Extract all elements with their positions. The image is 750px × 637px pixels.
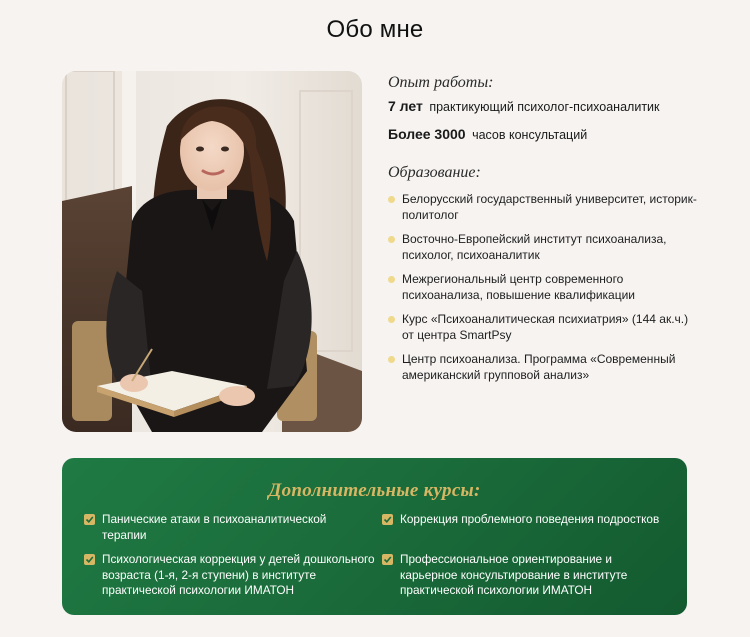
education-item (388, 232, 702, 263)
profile-photo (62, 71, 362, 432)
checkbox-checked-icon (382, 554, 393, 565)
checkbox-checked-icon (84, 554, 95, 565)
experience-stat-value: 7 лет (388, 98, 423, 114)
experience-stat-years (388, 98, 708, 114)
bullet-dot-icon (388, 356, 395, 363)
education-item-text: Белорусский государственный университет, историк-политолог (402, 192, 697, 222)
education-item-text: Курс «Психоаналитическая психиатрия» (144 ак.ч.) от центра SmartPsy (402, 312, 689, 342)
courses-heading: Дополнительные курсы: (268, 480, 481, 501)
course-item (84, 552, 382, 599)
education-item (388, 192, 702, 223)
course-item-text: Профессиональное ориентирование и карьерное консультирование в институте практической психологии ИМАТОН (400, 552, 628, 597)
education-item-text: Центр психоанализа. Программа «Современный американский групповой анализ» (402, 352, 676, 382)
experience-stat-value: Более 3000 (388, 126, 466, 142)
education-list (388, 192, 708, 383)
bullet-dot-icon (388, 236, 395, 243)
education-heading: Образование: (388, 164, 481, 181)
education-item-text: Восточно-Европейский институт психоанализа, психолог, психоаналитик (402, 232, 667, 262)
checkbox-checked-icon (382, 514, 393, 525)
experience-stat-hours (388, 126, 708, 142)
course-item-text: Панические атаки в психоаналитической терапии (102, 512, 327, 542)
course-item-text: Психологическая коррекция у детей дошкольного возраста (1-я, 2-я ступени) в институте практической психологии ИМАТОН (102, 552, 375, 597)
bullet-dot-icon (388, 316, 395, 323)
course-item-text: Коррекция проблемного поведения подростков (400, 512, 660, 526)
experience-heading: Опыт работы: (388, 74, 494, 91)
bullet-dot-icon (388, 276, 395, 283)
experience-stat-text: практикующий психолог-психоаналитик (429, 100, 660, 114)
checkbox-checked-icon (84, 514, 95, 525)
education-item-text: Межрегиональный центр современного психоанализа, повышение квалификации (402, 272, 635, 302)
about-info (388, 74, 708, 392)
education-item (388, 272, 702, 303)
additional-courses-panel (62, 458, 687, 615)
bullet-dot-icon (388, 196, 395, 203)
education-item (388, 312, 702, 343)
education-item (388, 352, 702, 383)
course-item (382, 512, 700, 528)
course-item (382, 552, 670, 599)
experience-stat-text: часов консультаций (472, 128, 588, 142)
page-title: Обо мне (326, 16, 424, 43)
course-item (84, 512, 362, 543)
